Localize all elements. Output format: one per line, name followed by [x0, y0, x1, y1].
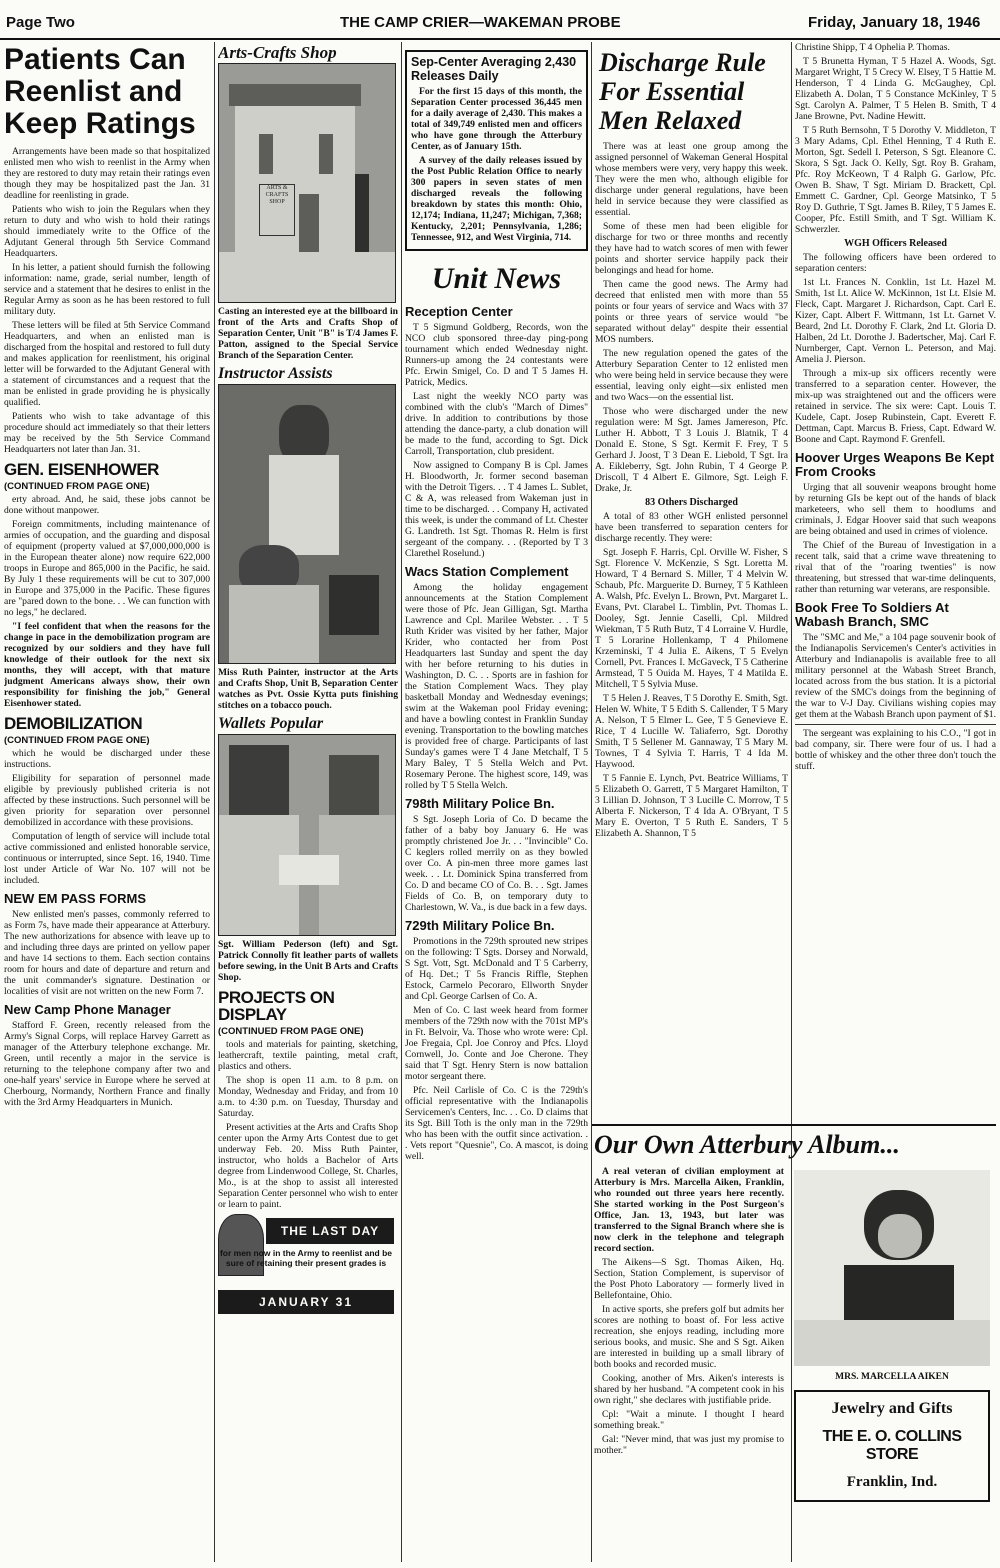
headline-reenlist: Patients Can Reenlist and Keep Ratings: [4, 43, 196, 140]
article-paragraph: tools and materials for painting, sketching, leathercraft, textile painting, metal craft, plastics and others.: [218, 1039, 398, 1072]
headline-sep-center: Sep-Center Averaging 2,430 Releases Daily: [411, 55, 577, 83]
continued-note: (CONTINUED FROM PAGE ONE): [218, 1026, 364, 1037]
ad-date: JANUARY 31: [218, 1290, 394, 1314]
column-4: [595, 42, 788, 1122]
column-3: [405, 42, 588, 1564]
article-paragraph: Now assigned to Company B is Cpl. James H. Bloodworth, Jr. former second baseman with the Detroit Tigers. . . T 4 James L. Sublet, C & A, was released from Wakeman just in time to be discharged. . . Company H, activated this week, is under the command of Lt. Chester G. Landreth. 1st Sgt. Thomas R. Helm is first sergeant of the company. . . (Reported by T 3 Clarethel Roselund.): [405, 460, 588, 559]
article-paragraph: Computation of length of service will include total active commissioned and enlisted honorable service, continuous or interrupted, since Sept. 16, 1940. Time lost under Article of War No. 107 will not be included.: [4, 831, 210, 886]
column-2: [218, 42, 398, 1564]
article-paragraph: The Chief of the Bureau of Investigation in a recent talk, said that a crime wave threatening to rival that of the "roaring twenties" is now threatening, but stressed that war-time delinquents, rather than returning war veterans, are responsible.: [795, 540, 996, 595]
headline-729th: 729th Military Police Bn.: [405, 918, 555, 933]
headline-em-pass: NEW EM PASS FORMS: [4, 891, 147, 906]
box-sep-center: [405, 50, 588, 251]
article-paragraph: Promotions in the 729th sprouted new stripes on the following: T Sgts. Dorsey and Norwald, S Sgt. Vott, Sgt. McDonald and T 5 Carberry, of Hq. Det.; T 5s Francis Riffle, Stephen Estock, Carmelo Pecoraro, Ellworth Snyder and Cpl. George Carlsen of Co. A.: [405, 936, 588, 1002]
article-paragraph: The Aikens—S Sgt. Thomas Aiken, Hq. Section, Station Complement, is supervisor of the Post Photo Laboratory — formerly lived in Bellefontaine, Ohio.: [594, 1257, 784, 1301]
column-rule: [214, 42, 215, 1562]
headline-demobilization: DEMOBILIZATION: [4, 714, 143, 733]
headline-book-free: Book Free To Soldiers At Wabash Branch, SMC: [795, 600, 949, 629]
article-paragraph: Christine Shipp, T 4 Ophelia P. Thomas.: [795, 42, 950, 53]
album-text: [594, 1166, 784, 1459]
article-paragraph: The new regulation opened the gates of the Atterbury Separation Center to 12 enlisted men who were being held in service because they were essential, leaving only eight—six enlisted men and two Wacs—on the essential list.: [595, 348, 788, 403]
headline-instructor: Instructor Assists: [218, 365, 333, 382]
headline-hoover: Hoover Urges Weapons Be Kept From Crooks: [795, 450, 995, 479]
headline-phone-manager: New Camp Phone Manager: [4, 1002, 171, 1017]
continued-note: (CONTINUED FROM PAGE ONE): [4, 481, 150, 492]
article-paragraph: T 5 Ruth Bernsohn, T 5 Dorothy V. Middleton, T 3 Mary Adams, Cpl. Ethel Henning, T 4 Ruth E. Morton, Sgt. Sedell I. Peterson, S Sgt. Eleanore C. Skora, S Sgt. Jack O. Kelly, Sgt. Roy B. Graham, Pfc. Roy McKeown, T 4 Ralph G. Garlow, Pfc. Owen B. Shaw, T Sgt. Miriam D. Brackett, Cpl. Emmett C. Gardner, Cpl. George Matsinko, T 5 Roy D. Guthrie, T Sgt. James B. Riley, T 5 James E. Cooper, Pfc. Estill Smith, and T Sgt. William K. Schwerzler.: [795, 125, 996, 235]
caption-arts-crafts: Casting an interested eye at the billboard in front of the Arts and Crafts Shop of Separation Center, Unit "B" is T/4 James F. Patton, assigned to the Special Service Branch of the Separation Center.: [218, 306, 398, 361]
headline-discharge-rule: Discharge Rule For Essential Men Relaxed: [599, 48, 766, 135]
article-paragraph: Gal: "Never mind, that was just my promise to mother.": [594, 1434, 784, 1456]
article-paragraph: T 5 Brunetta Hyman, T 5 Hazel A. Woods, Sgt. Margaret Wright, T 5 Crecy W. Elsey, T 5 Hattie M. Henderson, T 4 Linda G. McGaughey, Cpl. Elizabeth A. Dolan, T 5 Constance McKinley, T 5 Sgt. Carolyn A. Palmer, T 5 Helen B. Smith, T 4 Jane Browne, Pvt. Nadine Hewitt.: [795, 56, 996, 122]
article-paragraph: Eligibility for separation of personnel made eligible by previously published criteria is not affected by these instructions. Such personnel will be given priority for separation over personnel demobilized in accordance with these provisions.: [4, 773, 210, 828]
article-paragraph: A real veteran of civilian employment at Atterbury is Mrs. Marcella Aiken, Franklin, who rounded out three years here recently. She started working in the Post Surgeon's Office, Jan. 13, 1943, but later was transferred to the Signal Branch where she is now clerk in the telephone and telegraph record section.: [594, 1166, 784, 1254]
ad-last-day: [218, 1214, 394, 1316]
article-paragraph: The "SMC and Me," a 104 page souvenir book of the Indianapolis Servicemen's Center's activities in Atterbury and Indianapolis is available free to all military personnel at the Wabash Street Branch, located across from the bus station. It is a pictorial review of the SMC's doings from the beginning of the war to V-J Day. Civilians wishing copies may get them at the Wabash Branch upon payment of $1.: [795, 632, 996, 720]
headline-eisenhower: GEN. EISENHOWER: [4, 460, 159, 479]
album-section: [592, 1124, 996, 1564]
headline-arts-crafts: Arts-Crafts Shop: [218, 43, 337, 62]
subhead-83-others: 83 Others Discharged: [645, 497, 738, 508]
article-paragraph: These letters will be filed at 5th Service Command Headquarters, and when an enlisted man is discharged from the hospital and restored to full duty and makes application for reenlistment, his original letter will be forwarded to the Adjutant General with a statement of circumstances and a request that the man be enlisted in grade providing he is physically qualified.: [4, 320, 210, 408]
headline-wallets: Wallets Popular: [218, 715, 324, 732]
article-paragraph: New enlisted men's passes, commonly referred to as Form 7s, have made their appearance at Atterbury. The new authorizations for absence with leave up to and including three days are printed on yellow paper and have 14 sections to them. Each section contains room for hours and date of departure and return and the unit commander's signature. Destination or localities of visit are not written on the new Form 7.: [4, 909, 210, 997]
masthead: [0, 0, 1000, 40]
headline-album: Our Own Atterbury Album...: [594, 1130, 900, 1159]
headline-wacs: Wacs Station Complement: [405, 564, 569, 579]
article-paragraph: Through a mix-up six officers recently were transferred to a separation center. However, the mix-up was straightened out and the officers were retained in service. The six were: Capt. Louis T. Kudele, Capt. Josep Rubinstein, Capt. Everett F. Dettman, Capt. Marcus B. Friess, Capt. Edward W. Boone and Capt. Raymond F. Grenfell.: [795, 368, 996, 445]
article-paragraph: "I feel confident that when the reasons for the change in pace in the demobilization program are recognized by our soldiers and they have full knowledge of their outlook for the next six months, they will accept, with that mature judgment Americans always show, their own responsibility for finishing the job," General Eisenhower stated.: [4, 621, 210, 709]
article-paragraph: Some of these men had been eligible for discharge for two or three months and recently they have had to watch scores of men with fewer points and shorter service happily pack their belongings and head for home.: [595, 221, 788, 276]
headline-798th: 798th Military Police Bn.: [405, 796, 555, 811]
column-rule: [401, 42, 402, 1562]
article-paragraph: T 5 Helen J. Reaves, T 5 Dorothy E. Smith, Sgt. Helen W. White, T 5 Edith S. Callender, T 5 Mary A. Nelson, T 5 Elmer L. Gee, T 5 Genevieve E. Rice, T 4 Lucille W. Taliaferro, Sgt. Dorothy Smith, T 5 Sellener M. Gannaway, T 5 Mary M. Townes, T 4 Sylvia T. Harris, T 4 Ida M. Haywood.: [595, 693, 788, 770]
article-paragraph: Patients who wish to join the Regulars when they return to duty and who wish to hold their ratings should immediately write to the Office of the Adjutant General through 5th Service Command Headquarters.: [4, 204, 210, 259]
headline-reception-center: Reception Center: [405, 304, 513, 319]
subhead-wgh-officers: WGH Officers Released: [844, 238, 947, 249]
column-1: [4, 42, 210, 1564]
headline-projects: PROJECTS ON DISPLAY: [218, 988, 335, 1024]
caption-marcella-aiken: MRS. MARCELLA AIKEN: [835, 1372, 949, 1382]
ad-headline: THE LAST DAY: [266, 1218, 394, 1244]
photo-marcella-aiken: [794, 1170, 990, 1366]
article-paragraph: A survey of the daily releases issued by the Post Public Relation Office to nearly 300 papers in seven states of men discharged reveals the following breakdown by states this month: Ohio, 12,174; Indiana, 11,247; Michigan, 7,368; Kentucky, 2,201; Pennsylvania, 1,286; Tennessee, 912, and West Virginia, 714.: [411, 155, 582, 243]
article-paragraph: 1st Lt. Frances N. Conklin, 1st Lt. Hazel M. Smith, 1st Lt. Alice W. McKinnon, 1st Lt. Elsie M. Fleck, Capt. Margaret J. Richardson, Capt. Carl E. Kizer, Capt. Albert F. Wittmann, 1st Lt. Garnet V. Beard, 2nd Lt. Dorothy F. Clark, 2nd Lt. Gloria D. Halben, 2d Lt. Dorothe J. Badertscher, Maj. Carl F. Nurnberger, Capt. Vernon L. Peterson, and Maj. Amelia J. Pierson.: [795, 277, 996, 365]
page-number: Page Two: [6, 14, 75, 31]
article-paragraph: Patients who wish to take advantage of this procedure should act immediately so that their letters may be received by the 5th Service Command Headquarters not later than Jan. 31.: [4, 411, 210, 455]
article-paragraph: T 5 Fannie E. Lynch, Pvt. Beatrice Williams, T 5 Elizabeth O. Garrett, T 5 Margaret Hamilton, T 3 Lillian D. Johnson, T 3 Lucille C. Morrow, T 5 Alberta F. Nickerson, T 4 Ida A. O'Bryant, T 5 Mary E. Overton, T 5 Ruth E. Sanders, T 5 Elizabeth A. Shannon, T 5: [595, 773, 788, 839]
article-paragraph: Among the holiday engagement announcements at the Station Complement were those of Pfc. Jean Gilligan, Sgt. Martha Lawrence and Cpl. Marilee Webster. . . T 5 Ruth Krider was visited by her father, Major Krider, who contacted her from Post Headquarters last Sunday and spent the day with her before returning to his duties in Washington, D. C. . . Sports are in fashion for the Station Complement Wacs. They play basketball Monday and Wednesday evenings; swim at the Wakeman pool Friday evening; and have a bowling contest in Franklin Sunday evening. Transportation to the bowling matches is provided free of charge. Participants of last Sunday's games were T 4 Jane Metchalf, T 5 Mary Baley, T 5 Stella Welch and Pvt. Rosemary Perone. The highest score, 149, was rolled by T 5 Stella Welch.: [405, 582, 588, 791]
ad-collins-store: [794, 1390, 990, 1502]
article-paragraph: The shop is open 11 a.m. to 8 p.m. on Monday, Wednesday and Friday, and from 10 a.m. to 4:30 p.m. on Tuesday, Thursday and Saturday.: [218, 1075, 398, 1119]
article-paragraph: Men of Co. C last week heard from former members of the 729th now with the 701st MP's in Ft. Belvoir, Va. Those who wrote were: Cpl. Joe Fregaia, Cpl. Joe Conroy and Pfcs. Lloyd Cornwell, Jo. Conte and Joe Cherone. They said that T Sgt. Henry Stern is now battalion motor sergeant there.: [405, 1005, 588, 1082]
article-paragraph: Urging that all souvenir weapons brought home by returning GIs be kept out of the hands of black marketeers, who sell them to hoodlums and criminals, J. Edgar Hoover said that such weapons are being obtained and used in crimes of violence.: [795, 482, 996, 537]
column-5: [795, 42, 996, 1122]
article-paragraph: Last night the weekly NCO party was combined with the club's "March of Dimes" drive. In addition to contributions by those attending the dance-party, a club donation will be made to the fund, according to Sgt. Dick Carroll, Transportation, club president.: [405, 391, 588, 457]
issue-date: Friday, January 18, 1946: [808, 14, 981, 31]
photo-wallets: [218, 734, 396, 936]
article-paragraph: T 5 Sigmund Goldberg, Records, won the NCO club sponsored three-day ping-pong tournament which ended Wednesday night. Runners-up among the 24 contestants were Pfc. Erwin Smigel, Co. D and T 5 James H. Patrick, Medics.: [405, 322, 588, 388]
article-paragraph: The following officers have been ordered to separation centers:: [795, 252, 996, 274]
paper-title: THE CAMP CRIER—WAKEMAN PROBE: [340, 14, 621, 31]
ad-collins-line3: Franklin, Ind.: [846, 1474, 938, 1490]
article-paragraph: Cpl: "Wait a minute. I thought I heard something break.": [594, 1409, 784, 1431]
continued-note: (CONTINUED FROM PAGE ONE): [4, 735, 150, 746]
article-paragraph: In active sports, she prefers golf but admits her scores are nothing to boast of. For less active recreation, she enjoys reading, including more serious books, and music. She and S Sgt. Aiken are interested in building up a small library of both books and recorded music.: [594, 1304, 784, 1370]
article-paragraph: which he would be discharged under these instructions.: [4, 748, 210, 770]
article-paragraph: Sgt. Joseph F. Harris, Cpl. Orville W. Fisher, S Sgt. Florence V. McKenzie, S Sgt. Loretta M. Howard, T 4 Bernard S. Miller, T 4 Melvin W. Schaub, Pfc. Marguerite D. Burney, T 5 Kathleen A. Walsh, Pfc. Evelyn L. Brown, Pvt. Margaret L. Evans, Pvt. Clarabel L. Timblin, Pvt. Thomas L. Dooley, Sgt. Jennie Caselli, Cpl. Mildred Wiekman, T 5 Ruth Butz, T 4 Lorraine V. Hurdle, T 5 Lorarine Hollenkamp, T 4 Philomene Krzeminski, T 4 Julia E. Aikens, T 5 Evelyn Cornell, Pvt. Frances I. McGaveck, T 5 Catherine Armstead, T 5 Ouida M. Hayes, T 4 Matilda E. Mitchell, T 5 Sylvia Muse.: [595, 547, 788, 690]
article-paragraph: The sergeant was explaining to his C.O., "I got in bad company, sir. There were four of us. I had a bottle of whiskey and the other three don't touch the stuff.: [795, 728, 996, 772]
photo-instructor: [218, 384, 396, 664]
billboard-sign: ARTS & CRAFTS SHOP: [259, 184, 295, 236]
article-paragraph: Foreign commitments, including maintenance of armies of occupation, and the guarding and disposal of equipment (property valued at $7,000,000,000 is in the European theater alone) now require 622,000 troops in Europe and 865,000 in the Pacific, he said. By July 1 these requirements will be cut to 307,000 in Europe and 375,000 in the Pacific. These figures are "pared down to the bone. . . We can function with no legs," he declared.: [4, 519, 210, 618]
article-paragraph: In his letter, a patient should furnish the following information: name, grade, serial number, length of service and a statement that he desires to enlist in the Regular Army as soon as he has been restored to full military duty.: [4, 262, 210, 317]
article-paragraph: Stafford F. Green, recently released from the Army's Signal Corps, will replace Harvey Garrett as manager of the Atterbury telephone exchange. Mr. Green, until recently a major in the service is returning to the telephone company after two and one-half years' service in Europe where he served at Cherbourg, Normandy, Northern France and finally with the 3rd Army Headquarters in Munich.: [4, 1020, 210, 1108]
article-paragraph: erty abroad. And, he said, these jobs cannot be done without manpower.: [4, 494, 210, 516]
article-paragraph: S Sgt. Joseph Loria of Co. D became the father of a baby boy January 6. He was promptly christened Joe Jr. . . "Invincible" Co. C keglers rolled merrily on as they bowled over Co. A pin-men three more games last week. . . Lt. Dominick Spina transferred from Co. D and became CO of Co. B. . . Sgt. James Fields of Co. B, on temporary duty to Charlestown, W. Va., is due back in a few days.: [405, 814, 588, 913]
caption-wallets: Sgt. William Pederson (left) and Sgt. Patrick Connolly fit leather parts of wallets before sewing, in the Unit B Arts and Crafts Shop.: [218, 939, 398, 983]
photo-arts-crafts-shop: [218, 63, 396, 303]
article-paragraph: Arrangements have been made so that hospitalized enlisted men who wish to reenlist in the Army when they are restored to duty may retain their ratings even though they may be hospitalized past the Jan. 31 deadline for reenlisting in grade.: [4, 146, 210, 201]
ad-body: for men now in the Army to reenlist and be sure of retaining their present grades is: [219, 1248, 393, 1268]
article-paragraph: There was at least one group among the assigned personnel of Wakeman General Hospital whose members were very, very happy this week. They were the men who, although eligible for discharge under general regulations, have been held in service because they were classified as essential.: [595, 141, 788, 218]
article-paragraph: Then came the good news. The Army had decreed that enlisted men with more than 55 points or four years of service and Wacs with 37 points or three years of service would "be separated without delay" despite their essential MOS numbers.: [595, 279, 788, 345]
headline-unit-news: Unit News: [431, 262, 562, 295]
caption-instructor: Miss Ruth Painter, instructor at the Arts and Crafts Shop, Unit B, Separation Center watches as Pvt. Ossie Kytta puts finishing stitches on a tobacco pouch.: [218, 667, 398, 711]
article-paragraph: Present activities at the Arts and Crafts Shop center upon the Army Arts Contest due to get underway Feb. 20. Miss Ruth Painter, instructor, who holds a Bachelor of Arts degree from Lindenwood College, St. Charles, Mo., is at the shop to assist all interested Separation Center personnel who wish to enter or learn to paint.: [218, 1122, 398, 1210]
article-paragraph: Cooking, another of Mrs. Aiken's interests is shared by her husband. "A competent cook in his own right," she declares with justifiable pride.: [594, 1373, 784, 1406]
article-paragraph: Pfc. Neil Carlisle of Co. C is the 729th's official representative with the Indianapolis Servicemen's Centers, Inc. . . Co. D claims that its Sgt. Bill Toth is the only man in the 729th who has been with the outfit since activation. . . Vets report "Quesnie", Co. A mascot, is doing well.: [405, 1085, 588, 1162]
article-paragraph: For the first 15 days of this month, the Separation Center processed 36,445 men for a daily average of 2,430. This makes a total of 349,749 enlisted men and officers who have gone through the Atterbury Center, as of January 15th.: [411, 86, 582, 152]
ad-collins-line1: Jewelry and Gifts: [831, 1400, 953, 1417]
article-paragraph: A total of 83 other WGH enlisted personnel have been transferred to separation centers for discharge recently. They were:: [595, 511, 788, 544]
article-paragraph: Those who were discharged under the new regulation were: M Sgt. James Jamereson, Pfc. Luther H. Abbott, T 3 Louis J. Blatnik, T 4 Donald E. Stone, S Sgt. Kermit F. Frey, T 5 Gerhard J. Joost, T 3 Dean E. Liebold, T Sgt. Ira A. Eikleberry, Sgt. John Rubin, T 4 George P. Driscoll, T 4 Albert E. Gilmore, Sgt. Leigh F. Drake, Jr.: [595, 406, 788, 494]
ad-collins-line2: THE E. O. COLLINS STORE: [822, 1428, 962, 1463]
